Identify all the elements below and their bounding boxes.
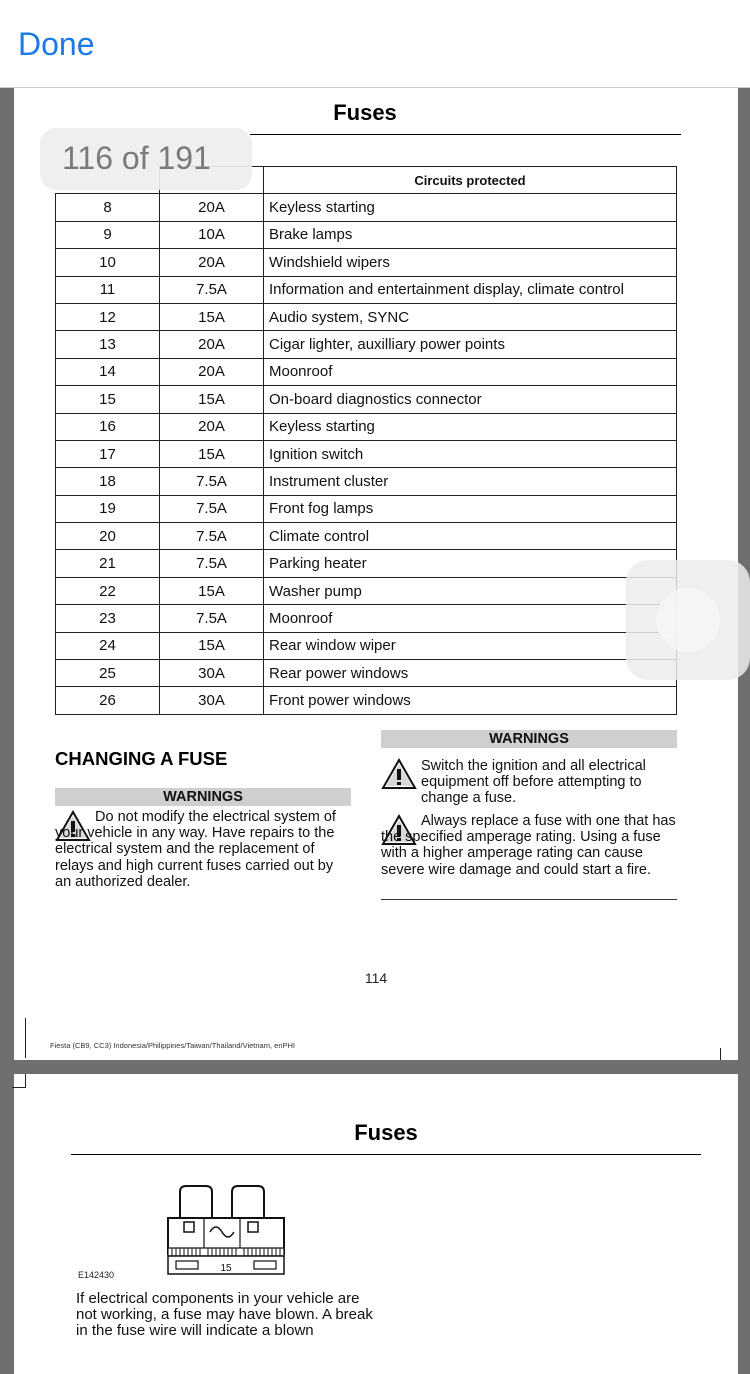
fuse-rating-cell: 7.5A	[160, 550, 264, 577]
fuse-number-cell: 20	[56, 523, 160, 550]
table-row	[56, 660, 677, 687]
circuit-cell: Front fog lamps	[264, 495, 677, 522]
fuse-rating-cell: 20A	[160, 249, 264, 276]
crop-mark	[720, 1048, 722, 1060]
fuse-rating-cell: 7.5A	[160, 605, 264, 632]
figure-label: E142430	[78, 1270, 115, 1280]
circuit-cell: Brake lamps	[264, 221, 677, 248]
page-indicator-text: 116 of 191	[62, 140, 211, 176]
table-row	[56, 523, 677, 550]
fuse-table	[55, 166, 677, 715]
top-toolbar	[0, 0, 750, 88]
warnings-bottom-rule	[381, 899, 677, 900]
warning-text-right-1-content: Switch the ignition and all electrical equipment off before attempting to change a fuse.	[421, 758, 646, 807]
table-row	[56, 358, 677, 385]
table-row	[56, 687, 677, 714]
circuit-cell: Moonroof	[264, 605, 677, 632]
fuse-number-cell: 23	[56, 605, 160, 632]
fuse-number-cell: 13	[56, 331, 160, 358]
document-page-2	[14, 1074, 738, 1374]
table-row	[56, 632, 677, 659]
circuit-cell: Information and entertainment display, climate control	[264, 276, 677, 303]
scroll-handle[interactable]	[626, 560, 750, 680]
section-heading: CHANGING A FUSE	[55, 748, 228, 769]
warning-text-right-2-content: Always replace a fuse with one that has the specified amperage rating. Using a fuse with a higher amperage rating can cause severe wire damage and could start a fire.	[381, 813, 676, 878]
crop-mark	[12, 1074, 26, 1088]
fuse-rating-cell: 7.5A	[160, 495, 264, 522]
circuit-cell: Rear window wiper	[264, 632, 677, 659]
page-title: Fuses	[354, 1120, 418, 1145]
page-number: 114	[364, 970, 388, 986]
table-row	[56, 577, 677, 604]
title-rule	[71, 1154, 701, 1155]
table-header-circuits: Circuits protected	[264, 167, 677, 194]
fuse-rating-cell: 20A	[160, 358, 264, 385]
page-indicator	[40, 128, 252, 190]
fuse-diagram	[160, 1182, 310, 1282]
fuse-rating-cell: 20A	[160, 194, 264, 221]
table-row	[56, 495, 677, 522]
crop-mark	[12, 1018, 26, 1058]
done-button[interactable]: Done	[18, 26, 95, 62]
fuse-number-cell: 18	[56, 468, 160, 495]
fuse-rating-cell: 10A	[160, 221, 264, 248]
fuse-rating-cell: 15A	[160, 632, 264, 659]
circuit-cell: Front power windows	[264, 687, 677, 714]
page-title: Fuses	[333, 100, 397, 125]
fuse-rating-cell: 15A	[160, 577, 264, 604]
table-row	[56, 468, 677, 495]
circuit-cell: Moonroof	[264, 358, 677, 385]
circuit-cell: On-board diagnostics connector	[264, 386, 677, 413]
circuit-cell: Climate control	[264, 523, 677, 550]
circuit-cell: Keyless starting	[264, 194, 677, 221]
fuse-number-cell: 17	[56, 440, 160, 467]
table-row	[56, 303, 677, 330]
page-footer: Fiesta (CB9, CC3) Indonesia/Philippines/Taiwan/Thailand/Vietnam, enPHI	[50, 1041, 295, 1050]
fuse-number-cell: 24	[56, 632, 160, 659]
fuse-rating-cell: 15A	[160, 440, 264, 467]
table-row	[56, 386, 677, 413]
title-rule	[250, 134, 681, 135]
circuit-cell: Windshield wipers	[264, 249, 677, 276]
warning-text-left-content: Do not modify the electrical system of your vehicle in any way. Have repairs to the electrical system and the replacement of relays and high current fuses carried out by an authorized dealer.	[55, 809, 336, 890]
fuse-number-cell: 10	[56, 249, 160, 276]
fuse-rating-cell: 7.5A	[160, 468, 264, 495]
table-row	[56, 605, 677, 632]
fuse-rating-cell: 20A	[160, 413, 264, 440]
fuse-number-cell: 14	[56, 358, 160, 385]
warning-text-left	[55, 809, 351, 890]
circuit-cell: Instrument cluster	[264, 468, 677, 495]
table-row	[56, 413, 677, 440]
fuse-amperage-label: 15	[220, 1263, 232, 1274]
table-row	[56, 194, 677, 221]
fuse-number-cell: 25	[56, 660, 160, 687]
fuse-rating-cell: 20A	[160, 331, 264, 358]
circuit-cell: Parking heater	[264, 550, 677, 577]
fuse-rating-cell: 7.5A	[160, 276, 264, 303]
circuit-cell: Washer pump	[264, 577, 677, 604]
warning-text-right-2	[381, 813, 679, 878]
fuse-number-cell: 9	[56, 221, 160, 248]
circuit-cell: Keyless starting	[264, 413, 677, 440]
circuit-cell: Rear power windows	[264, 660, 677, 687]
circuit-cell: Cigar lighter, auxilliary power points	[264, 331, 677, 358]
fuse-number-cell: 26	[56, 687, 160, 714]
fuse-rating-cell: 15A	[160, 303, 264, 330]
fuse-number-cell: 11	[56, 276, 160, 303]
fuse-number-cell: 22	[56, 577, 160, 604]
table-row	[56, 221, 677, 248]
table-row	[56, 550, 677, 577]
fuse-rating-cell: 30A	[160, 687, 264, 714]
table-row	[56, 331, 677, 358]
fuse-number-cell: 12	[56, 303, 160, 330]
fuse-number-cell: 19	[56, 495, 160, 522]
fuse-rating-cell: 15A	[160, 386, 264, 413]
circuit-cell: Ignition switch	[264, 440, 677, 467]
warnings-header-right: WARNINGS	[381, 730, 677, 748]
fuse-number-cell: 16	[56, 413, 160, 440]
circuit-cell: Audio system, SYNC	[264, 303, 677, 330]
fuse-number-cell: 15	[56, 386, 160, 413]
warnings-header-left: WARNINGS	[55, 788, 351, 806]
fuse-rating-cell: 7.5A	[160, 523, 264, 550]
fuse-number-cell: 8	[56, 194, 160, 221]
warning-text-right-1	[421, 758, 679, 807]
body-text: If electrical components in your vehicle are not working, a fuse may have blown. A break in the fuse wire will indicate a blown	[76, 1290, 373, 1340]
table-row	[56, 276, 677, 303]
fuse-rating-cell: 30A	[160, 660, 264, 687]
table-row	[56, 249, 677, 276]
warning-triangle-icon	[381, 758, 417, 790]
fuse-number-cell: 21	[56, 550, 160, 577]
table-row	[56, 440, 677, 467]
